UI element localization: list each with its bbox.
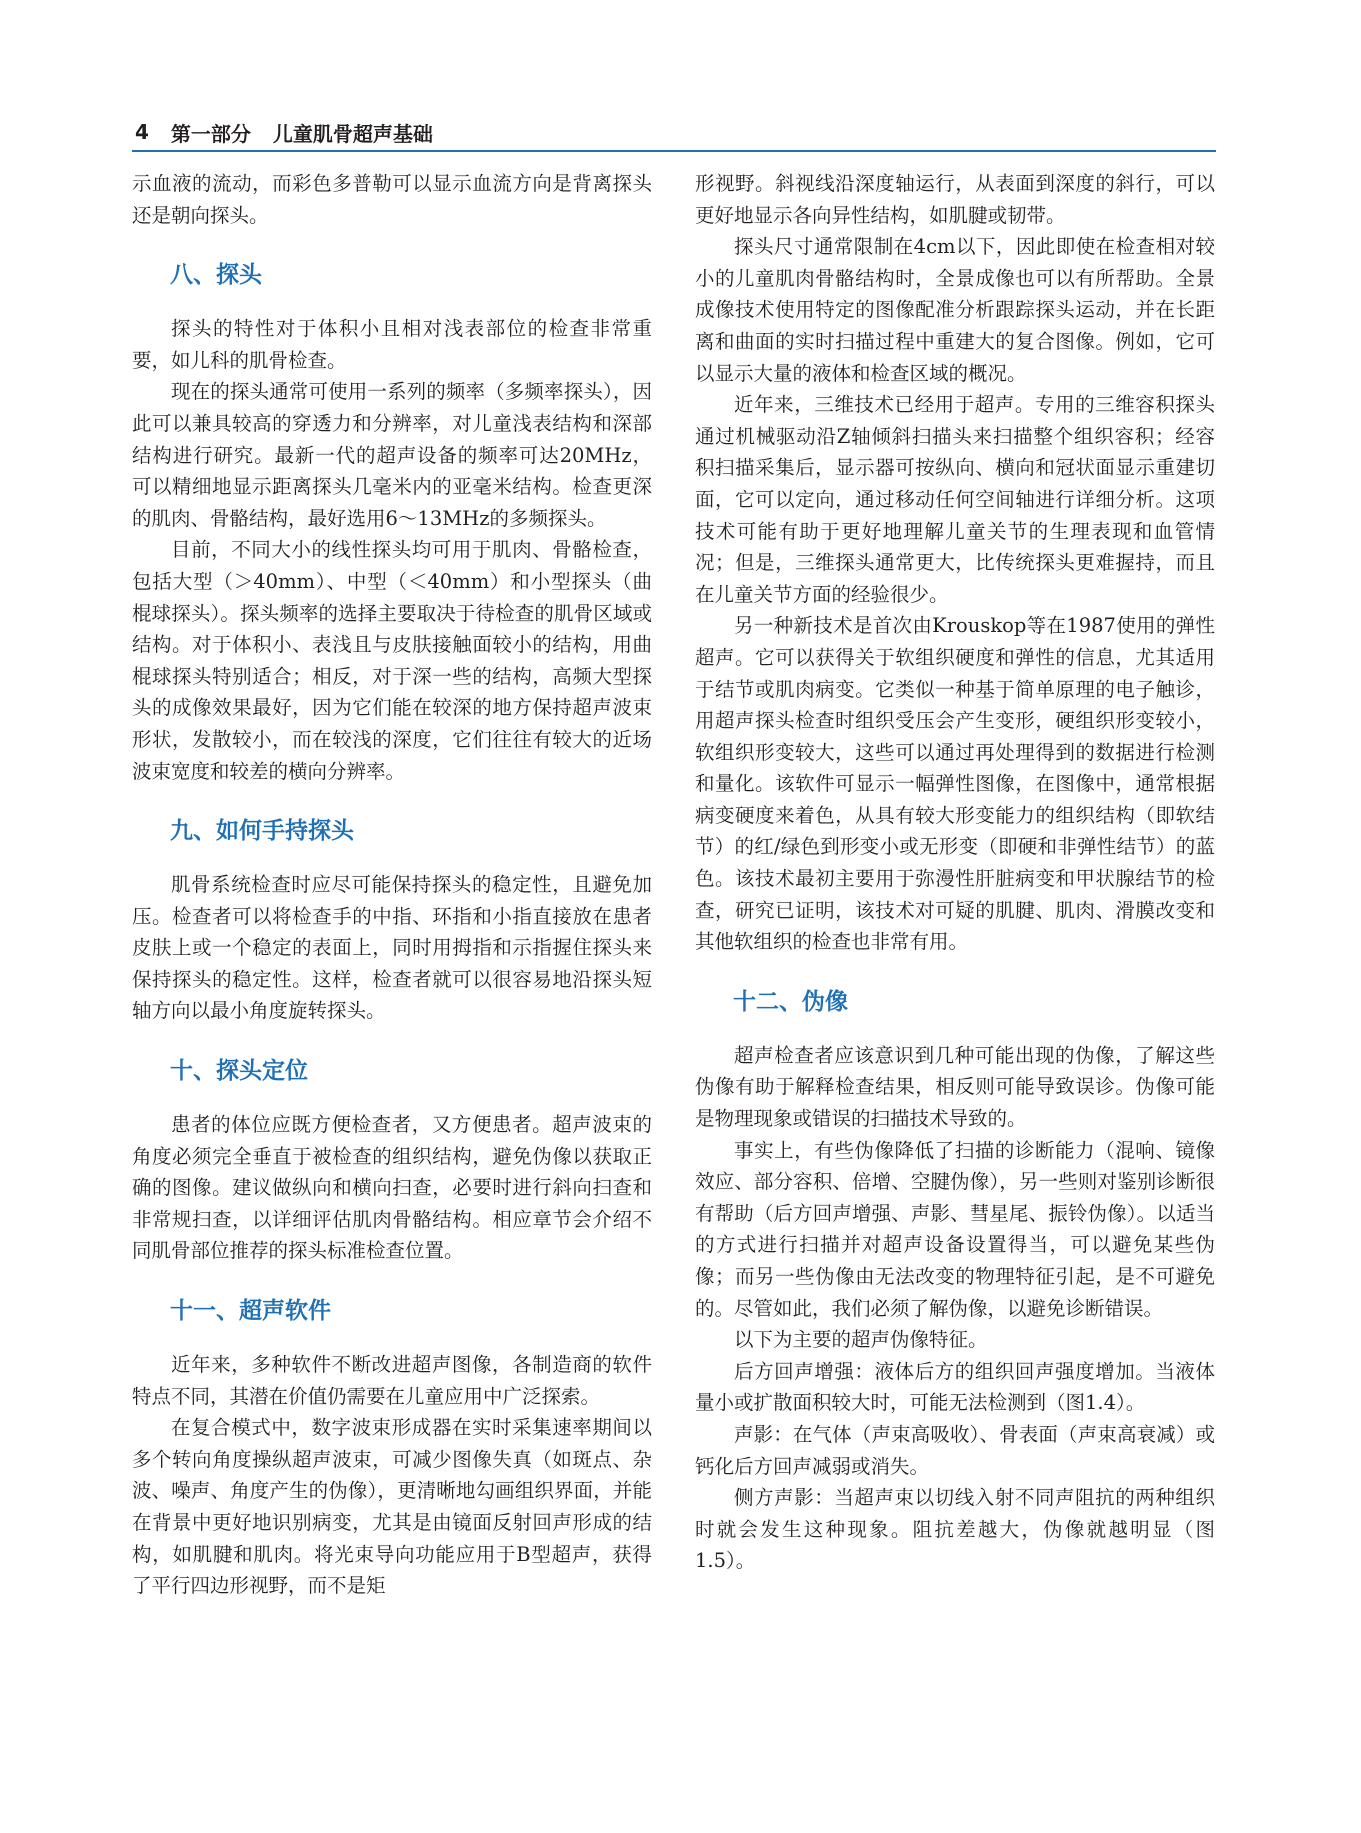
- paragraph: 示血液的流动，而彩色多普勒可以显示血流方向是背离探头还是朝向探头。: [132, 172, 652, 227]
- left-column: [132, 168, 652, 1602]
- paragraph: 近年来，多种软件不断改进超声图像，各制造商的软件特点不同，其潜在价值仍需要在儿童应用中广泛探索。: [132, 1353, 652, 1408]
- paragraph: 另一种新技术是首次由Krouskop等在1987使用的弹性超声。它可以获得关于软组织硬度和弹性的信息，尤其适用于结节或肌肉病变。它类似一种基于简单原理的电子触诊，用超声探头检查时组织受压会产生变形，硬组织形变较小，软组织形变较大，这些可以通过再处理得到的数据进行检测和量化。该软件可显示一幅弹性图像，在图像中，通常根据病变硬度来着色，从具有较大形变能力的组织结构（即软结节）的红/绿色到形变小或无形变（即硬和非弹性结节）的蓝色。该技术最初主要用于弥漫性肝脏病变和甲状腺结节的检查，研究已证明，该技术对可疑的肌腱、肌肉、滑膜改变和其他软组织的检查也非常有用。: [695, 614, 1215, 954]
- running-header: [135, 112, 1215, 152]
- book-title: 儿童肌骨超声基础: [272, 121, 433, 146]
- paragraph: 侧方声影：当超声束以切线入射不同声阻抗的两种组织时就会发生这种现象。阻抗差越大，伪像就越明显（图1.5）。: [695, 1486, 1215, 1573]
- paragraph: 患者的体位应既方便检查者，又方便患者。超声波束的角度必须完全垂直于被检查的组织结构，避免伪像以获取正确的图像。建议做纵向和横向扫查，必要时进行斜向扫查和非常规扫查，以详细评估肌肉骨骼结构。相应章节会介绍不同肌骨部位推荐的探头标准检查位置。: [132, 1113, 652, 1263]
- part-label: 第一部分: [170, 121, 251, 146]
- paragraph: 超声检查者应该意识到几种可能出现的伪像，了解这些伪像有助于解释检查结果，相反则可能导致误诊。伪像可能是物理现象或错误的扫描技术导致的。: [695, 1043, 1215, 1131]
- section-heading-holding-probe: 九、如何手持探头: [170, 818, 354, 845]
- paragraph: 探头尺寸通常限制在4cm以下，因此即使在检查相对较小的儿童肌肉骨骼结构时，全景成像也可以有所帮助。全景成像技术使用特定的图像配准分析跟踪探头运动，并在长距离和曲面的实时扫描过程中重建大的复合图像。例如，它可以显示大量的液体和检查区域的概况。: [695, 235, 1215, 385]
- section-heading-artifacts: 十二、伪像: [733, 988, 848, 1015]
- header-rule: [132, 150, 1216, 152]
- paragraph: 形视野。斜视线沿深度轴运行，从表面到深度的斜行，可以更好地显示各向异性结构，如肌腱或韧带。: [695, 172, 1215, 227]
- section-heading-ultrasound-software: 十一、超声软件: [170, 1298, 331, 1325]
- paragraph: 在复合模式中，数字波束形成器在实时采集速率期间以多个转向角度操纵超声波束，可减少图像失真（如斑点、杂波、噪声、角度产生的伪像），更清晰地勾画组织界面，并能在背景中更好地识别病变，尤其是由镜面反射回声形成的结构，如肌腱和肌肉。将光束导向功能应用于B型超声，获得了平行四边形视野，而不是矩: [132, 1416, 652, 1598]
- paragraph: 声影：在气体（声束高吸收）、骨表面（声束高衰减）或钙化后方回声减弱或消失。: [695, 1422, 1215, 1478]
- paragraph: 探头的特性对于体积小且相对浅表部位的检查非常重要，如儿科的肌骨检查。: [132, 317, 652, 372]
- section-heading-probe: 八、探头: [170, 262, 262, 289]
- right-column: [695, 168, 1215, 1577]
- paragraph: 肌骨系统检查时应尽可能保持探头的稳定性，且避免加压。检查者可以将检查手的中指、环指和小指直接放在患者皮肤上或一个稳定的表面上，同时用拇指和示指握住探头来保持探头的稳定性。这样，检查者就可以很容易地沿探头短轴方向以最小角度旋转探头。: [132, 873, 652, 1023]
- paragraph: 事实上，有些伪像降低了扫描的诊断能力（混响、镜像效应、部分容积、倍增、空腱伪像），另一些则对鉴别诊断很有帮助（后方回声增强、声影、彗星尾、振铃伪像）。以适当的方式进行扫描并对超声设备设置得当，可以避免某些伪像；而另一些伪像由无法改变的物理特征引起，是不可避免的。尽管如此，我们必须了解伪像，以避免诊断错误。: [695, 1138, 1215, 1320]
- paragraph: 目前，不同大小的线性探头均可用于肌肉、骨骼检查，包括大型（＞40mm）、中型（＜40mm）和小型探头（曲棍球探头）。探头频率的选择主要取决于待检查的肌骨区域或结构。对于体积小、表浅且与皮肤接触面较小的结构，用曲棍球探头特别适合；相反，对于深一些的结构，高频大型探头的成像效果最好，因为它们能在较深的地方保持超声波束形状，发散较小，而在较浅的深度，它们往往有较大的近场波束宽度和较差的横向分辨率。: [132, 538, 652, 783]
- paragraph: 现在的探头通常可使用一系列的频率（多频率探头），因此可以兼具较高的穿透力和分辨率，对儿童浅表结构和深部结构进行研究。最新一代的超声设备的频率可达20MHz，可以精细地显示距离探头几毫米内的亚毫米结构。检查更深的肌肉、骨骼结构，最好选用6～13MHz的多频探头。: [132, 380, 652, 530]
- paragraph: 近年来，三维技术已经用于超声。专用的三维容积探头通过机械驱动沿Z轴倾斜扫描头来扫描整个组织容积；经容积扫描采集后，显示器可按纵向、横向和冠状面显示重建切面，它可以定向，通过移动任何空间轴进行详细分析。这项技术可能有助于更好地理解儿童关节的生理表现和血管情况；但是，三维探头通常更大，比传统探头更难握持，而且在儿童关节方面的经验很少。: [695, 393, 1215, 606]
- page-number: 4: [135, 120, 149, 144]
- section-heading-probe-positioning: 十、探头定位: [170, 1058, 308, 1085]
- paragraph: 以下为主要的超声伪像特征。: [734, 1328, 988, 1352]
- paragraph: 后方回声增强：液体后方的组织回声强度增加。当液体量小或扩散面积较大时，可能无法检测到（图1.4）。: [695, 1359, 1215, 1415]
